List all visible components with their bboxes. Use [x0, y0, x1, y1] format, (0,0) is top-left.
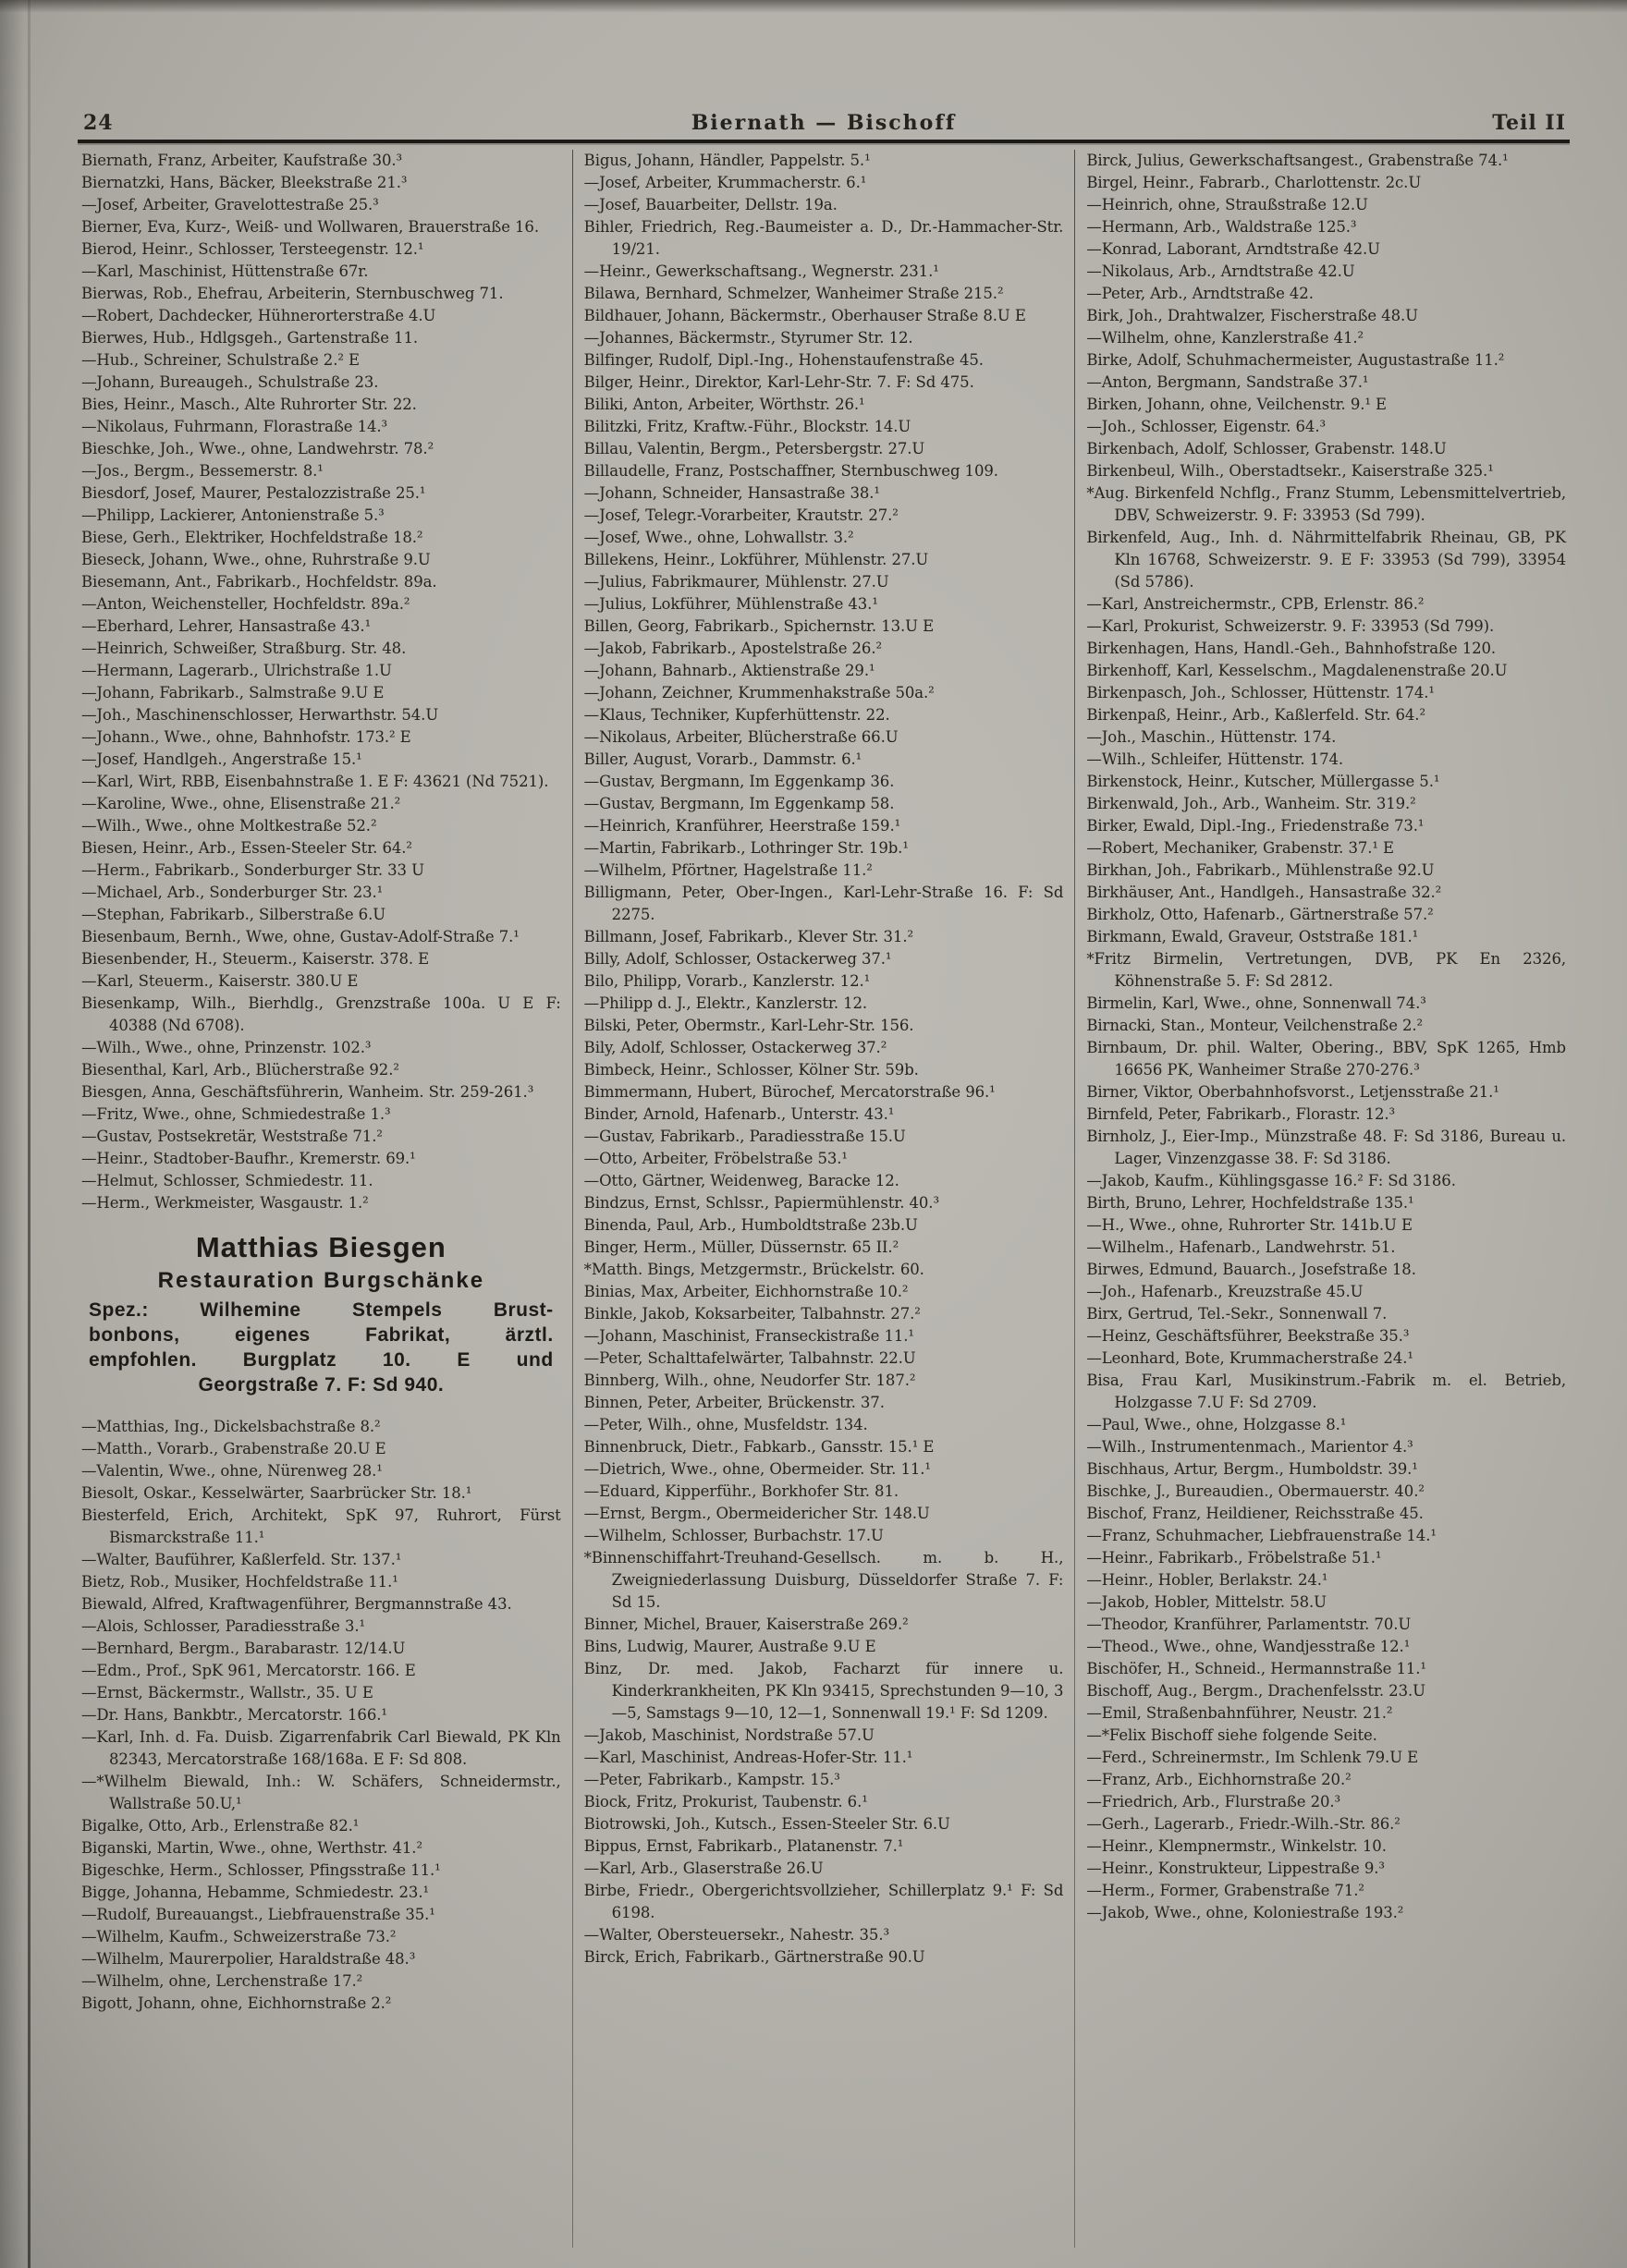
directory-entry: —Bernhard, Bergm., Barabarastr. 12/14.U: [81, 1640, 406, 1657]
directory-entry: —Konrad, Laborant, Arndtstraße 42.U: [1086, 240, 1380, 258]
directory-entry: Bigalke, Otto, Arb., Erlenstraße 82.¹: [81, 1817, 360, 1835]
directory-entry: —Karl, Inh. d. Fa. Duisb. Zigarrenfabrik Carl Biewald, PK Kln 82343, Mercatorstraße 168/168a. E F: Sd 808.: [81, 1728, 561, 1768]
directory-entry: Birker, Ewald, Dipl.-Ing., Friedenstraße 73.¹: [1086, 817, 1425, 835]
column-1: [78, 150, 565, 2248]
page-part-label: Teil II: [1492, 111, 1566, 135]
directory-entry: —Wilhelm, Kaufm., Schweizerstraße 73.²: [81, 1928, 397, 1945]
directory-entry: —Heinrich, ohne, Straußstraße 12.U: [1086, 196, 1368, 213]
directory-entry: —Eberhard, Lehrer, Hansastraße 43.¹: [81, 617, 372, 635]
directory-entry: Bindzus, Ernst, Schlssr., Papiermühlenstr. 40.³: [583, 1194, 939, 1212]
directory-entry: Birkenpaß, Heinr., Arb., Kaßlerfeld. Str. 64.²: [1086, 706, 1425, 724]
directory-entry: —Heinr., Klempnermstr., Winkelstr. 10.: [1086, 1837, 1387, 1855]
directory-entry: —Peter, Arb., Arndtstraße 42.: [1086, 285, 1314, 302]
directory-entry: Biganski, Martin, Wwe., ohne, Werthstr. 41.²: [81, 1839, 422, 1857]
directory-entry: Birkenbeul, Wilh., Oberstadtsekr., Kaiserstraße 325.¹: [1086, 462, 1494, 480]
directory-entry: —Gerh., Lagerarb., Friedr.-Wilh.-Str. 86.²: [1086, 1815, 1401, 1833]
directory-entry: —Michael, Arb., Sonderburger Str. 23.¹: [81, 884, 384, 901]
directory-entry: —Karl, Anstreichermstr., CPB, Erlenstr. 86.²: [1086, 595, 1425, 613]
directory-entry: —Leonhard, Bote, Krummacherstraße 24.¹: [1086, 1349, 1413, 1367]
directory-entry: —Johann, Bahnarb., Aktienstraße 29.¹: [583, 662, 875, 679]
page-body: [78, 0, 1570, 2268]
directory-entry: Bierner, Eva, Kurz-, Weiß- und Wollwaren, Brauerstraße 16.: [81, 218, 539, 236]
column-2: [581, 150, 1068, 2248]
directory-entry: Birkmann, Ewald, Graveur, Oststraße 181.¹: [1086, 928, 1419, 945]
directory-entry: —Wilhelm., Hafenarb., Landwehrstr. 51.: [1086, 1238, 1396, 1256]
directory-entry: —Walter, Obersteuersekr., Nahestr. 35.³: [583, 1926, 889, 1944]
directory-entry: Biesgen, Anna, Geschäftsführerin, Wanheim. Str. 259-261.³: [81, 1083, 534, 1101]
directory-entry: *Matth. Bings, Metzgermstr., Brückelstr. 60.: [583, 1261, 924, 1278]
directory-entry: Binner, Michel, Brauer, Kaiserstraße 269.²: [583, 1616, 909, 1633]
directory-entry: Bilawa, Bernhard, Schmelzer, Wanheimer Straße 215.²: [583, 285, 1004, 302]
directory-entry: —Eduard, Kipperführ., Borkhofer Str. 81.: [583, 1482, 899, 1500]
directory-entry: —Herm., Werkmeister, Wasgaustr. 1.²: [81, 1194, 369, 1212]
ad-body-line: Spez.: Wilhemine Stempels Brust-: [89, 1299, 554, 1321]
directory-entry: —H., Wwe., ohne, Ruhrorter Str. 141b.U E: [1086, 1216, 1413, 1234]
directory-entry: —Wilh., Wwe., ohne Moltkestraße 52.²: [81, 817, 377, 835]
directory-entry: —Emil, Straßenbahnführer, Neustr. 21.²: [1086, 1704, 1393, 1722]
directory-entry: —Nikolaus, Arbeiter, Blücherstraße 66.U: [583, 728, 899, 746]
directory-entry: Binnen, Peter, Arbeiter, Brückenstr. 37.: [583, 1394, 885, 1411]
directory-entry: Birgel, Heinr., Fabrarb., Charlottenstr. 2c.U: [1086, 174, 1422, 191]
directory-entry: Birx, Gertrud, Tel.-Sekr., Sonnenwall 7.: [1086, 1305, 1388, 1323]
directory-entry: —Joh., Maschin., Hüttenstr. 174.: [1086, 728, 1337, 746]
directory-entry: —Herm., Former, Grabenstraße 71.²: [1086, 1882, 1364, 1899]
directory-entry: —Wilhelm, Schlosser, Burbachstr. 17.U: [583, 1527, 884, 1544]
directory-entry: Biotrowski, Joh., Kutsch., Essen-Steeler Str. 6.U: [583, 1815, 950, 1833]
directory-entry: Birkenbach, Adolf, Schlosser, Grabenstr. 148.U: [1086, 440, 1447, 457]
directory-entry: —Klaus, Techniker, Kupferhüttenstr. 22.: [583, 706, 890, 724]
directory-entry: —Franz, Schuhmacher, Liebfrauenstraße 14.¹: [1086, 1527, 1437, 1544]
directory-entry: Bisa, Frau Karl, Musikinstrum.-Fabrik m. el. Betrieb, Holzgasse 7.U F: Sd 2709.: [1086, 1372, 1567, 1411]
directory-entry: Bigus, Johann, Händler, Pappelstr. 5.¹: [583, 152, 871, 169]
column-divider: [572, 150, 573, 2248]
directory-entry: —Joh., Maschinenschlosser, Herwarthstr. 54.U: [81, 706, 439, 724]
directory-entry: Birkenhagen, Hans, Handl.-Geh., Bahnhofstraße 120.: [1086, 640, 1497, 657]
directory-entry: —Herm., Fabrikarb., Sonderburger Str. 33 U: [81, 861, 424, 879]
ad-body: [89, 1298, 554, 1397]
directory-entry: —Theod., Wwe., ohne, Wandjesstraße 12.¹: [1086, 1638, 1411, 1655]
directory-entry: Billy, Adolf, Schlosser, Ostackerweg 37.¹: [583, 950, 892, 968]
directory-entry: Bieseck, Johann, Wwe., ohne, Ruhrstraße 9.U: [81, 551, 431, 568]
directory-entry: Biesdorf, Josef, Maurer, Pestalozzistraße 25.¹: [81, 484, 426, 502]
directory-entry: Biesenbaum, Bernh., Wwe, ohne, Gustav-Adolf-Straße 7.¹: [81, 928, 520, 945]
directory-entry: Binias, Max, Arbeiter, Eichhornstraße 10.²: [583, 1283, 909, 1300]
directory-entry: Bilfinger, Rudolf, Dipl.-Ing., Hohenstaufenstraße 45.: [583, 351, 984, 369]
page-gutter-shadow: [28, 0, 31, 2268]
directory-entry: —Anton, Weichensteller, Hochfeldstr. 89a.²: [81, 595, 410, 613]
directory-entry: Biesenbender, H., Steuerm., Kaiserstr. 378. E: [81, 950, 430, 968]
directory-entry: Birke, Adolf, Schuhmachermeister, Augustastraße 11.²: [1086, 351, 1505, 369]
header-rule: [78, 140, 1570, 143]
directory-entry: —Ernst, Bäckermstr., Wallstr., 35. U E: [81, 1684, 373, 1701]
directory-entry: Billigmann, Peter, Ober-Ingen., Karl-Lehr-Straße 16. F: Sd 2275.: [583, 884, 1064, 923]
directory-entry: —Wilh., Wwe., ohne, Prinzenstr. 102.³: [81, 1039, 372, 1056]
directory-entry: Biesenthal, Karl, Arb., Blücherstraße 92.²: [81, 1061, 399, 1079]
directory-entry: Bihler, Friedrich, Reg.-Baumeister a. D., Dr.-Hammacher-Str. 19/21.: [583, 218, 1064, 258]
directory-entry: —Jakob, Wwe., ohne, Koloniestraße 193.²: [1086, 1904, 1404, 1921]
directory-entry: —Karoline, Wwe., ohne, Elisenstraße 21.²: [81, 795, 401, 812]
directory-entry: —Heinr., Fabrikarb., Fröbelstraße 51.¹: [1086, 1549, 1382, 1567]
directory-entry: Bigeschke, Herm., Schlosser, Pfingsstraße 11.¹: [81, 1861, 441, 1879]
directory-entry: —Heinr., Hobler, Berlakstr. 24.¹: [1086, 1571, 1328, 1589]
ad-title: Matthias Biesgen: [195, 1231, 447, 1263]
directory-entry: —Robert, Dachdecker, Hühnerorterstraße 4.U: [81, 307, 436, 324]
directory-entry: Birbe, Friedr., Obergerichtsvollzieher, Schillerplatz 9.¹ F: Sd 6198.: [583, 1882, 1064, 1921]
directory-entry: —Wilhelm, Pförtner, Hagelstraße 11.²: [583, 861, 873, 879]
directory-entry: Birnbaum, Dr. phil. Walter, Obering., BBV, SpK 1265, Hmb 16656 PK, Wanheimer Straße 270-276.³: [1086, 1039, 1567, 1079]
directory-entry: —Joh., Schlosser, Eigenstr. 64.³: [1086, 418, 1326, 435]
directory-entry: —Johann, Fabrikarb., Salmstraße 9.U E: [81, 684, 385, 701]
directory-entry: Bilski, Peter, Obermstr., Karl-Lehr-Str. 156.: [583, 1017, 914, 1034]
directory-entry: —Josef, Handlgeh., Angerstraße 15.¹: [81, 750, 362, 768]
ad-body-line: bonbons, eigenes Fabrikat, ärztl.: [89, 1324, 554, 1346]
directory-entry: Billmann, Josef, Fabrikarb., Klever Str. 31.²: [583, 928, 913, 945]
directory-entry: —Josef, Arbeiter, Krummacherstr. 6.¹: [583, 174, 867, 191]
directory-entry: —Gustav, Bergmann, Im Eggenkamp 58.: [583, 795, 895, 812]
directory-entry: —Martin, Fabrikarb., Lothringer Str. 19b.¹: [583, 839, 909, 857]
directory-entry: Birnholz, J., Eier-Imp., Münzstraße 48. F: Sd 3186, Bureau u. Lager, Vinzenzgasse 38. F: Sd 3186.: [1086, 1128, 1567, 1167]
directory-entry: *Aug. Birkenfeld Nchflg., Franz Stumm, Lebensmittelvertrieb, DBV, Schweizerstr. 9. F: 33953 (Sd 799).: [1086, 484, 1567, 524]
directory-entry: —Jakob, Kaufm., Kühlingsgasse 16.² F: Sd 3186.: [1086, 1172, 1456, 1189]
directory-entry: —Peter, Wilh., ohne, Musfeldstr. 134.: [583, 1416, 868, 1433]
directory-entry: Biesenkamp, Wilh., Bierhdlg., Grenzstraße 100a. U E F: 40388 (Nd 6708).: [81, 994, 561, 1034]
directory-entry: —Gustav, Bergmann, Im Eggenkamp 36.: [583, 773, 895, 790]
ad-body-line: Georgstraße 7. F: Sd 940.: [198, 1374, 445, 1396]
directory-entry: Bilo, Philipp, Vorarb., Kanzlerstr. 12.¹: [583, 972, 871, 990]
directory-entry: Billekens, Heinr., Lokführer, Mühlenstr. 27.U: [583, 551, 929, 568]
directory-entry: —Heinr., Gewerkschaftsang., Wegnerstr. 231.¹: [583, 262, 939, 280]
directory-entry: —Josef, Bauarbeiter, Dellstr. 19a.: [583, 196, 838, 213]
directory-entry: Bischoff, Aug., Bergm., Drachenfelsstr. 23.U: [1086, 1682, 1425, 1700]
directory-entry: —Jakob, Hobler, Mittelstr. 58.U: [1086, 1593, 1327, 1611]
directory-entry: Birk, Joh., Drahtwalzer, Fischerstraße 48.U: [1086, 307, 1418, 324]
directory-entry: —Nikolaus, Arb., Arndtstraße 42.U: [1086, 262, 1355, 280]
directory-entry: Bilitzki, Fritz, Kraftw.-Führ., Blockstr. 14.U: [583, 418, 911, 435]
directory-entry: —*Wilhelm Biewald, Inh.: W. Schäfers, Schneidermstr., Wallstraße 50.U,¹: [81, 1773, 561, 1812]
directory-entry: —Alois, Schlosser, Paradiesstraße 3.¹: [81, 1617, 366, 1635]
directory-entry: Birth, Bruno, Lehrer, Hochfeldstraße 135.¹: [1086, 1194, 1414, 1212]
directory-entry: Binenda, Paul, Arb., Humboldtstraße 23b.U: [583, 1216, 918, 1234]
directory-entry: —*Felix Bischoff siehe folgende Seite.: [1086, 1726, 1377, 1744]
directory-entry: —Peter, Fabrikarb., Kampstr. 15.³: [583, 1771, 840, 1788]
page-number: 24: [83, 111, 114, 135]
directory-columns: [78, 150, 1570, 2248]
directory-entry: —Wilhelm, ohne, Kanzlerstraße 41.²: [1086, 329, 1364, 347]
directory-entry: —Heinr., Konstrukteur, Lippestraße 9.³: [1086, 1860, 1385, 1877]
directory-entry: —Stephan, Fabrikarb., Silberstraße 6.U: [81, 906, 386, 923]
directory-entry: —Nikolaus, Fuhrmann, Florastraße 14.³: [81, 418, 388, 435]
directory-entry: Bischhaus, Artur, Bergm., Humboldstr. 39.¹: [1086, 1460, 1418, 1478]
directory-entry: —Edm., Prof., SpK 961, Mercatorstr. 166. E: [81, 1662, 416, 1679]
directory-entry: Biese, Gerh., Elektriker, Hochfeldstraße 18.²: [81, 529, 423, 546]
page-header: [78, 0, 1570, 135]
directory-entry: Bierod, Heinr., Schlosser, Tersteegenstr. 12.¹: [81, 240, 424, 258]
directory-entry: —Dr. Hans, Bankbtr., Mercatorstr. 166.¹: [81, 1706, 387, 1724]
directory-entry: Birwes, Edmund, Bauarch., Josefstraße 18.: [1086, 1261, 1416, 1278]
directory-entry: Bins, Ludwig, Maurer, Austraße 9.U E: [583, 1638, 876, 1655]
directory-entry: Bierwas, Rob., Ehefrau, Arbeiterin, Sternbuschweg 71.: [81, 285, 504, 302]
directory-entry: —Peter, Schalttafelwärter, Talbahnstr. 22.U: [583, 1349, 916, 1367]
directory-entry: —Ferd., Schreinermstr., Im Schlenk 79.U E: [1086, 1749, 1419, 1766]
directory-entry: —Johann, Schneider, Hansastraße 38.¹: [583, 484, 880, 502]
directory-entry: Binnberg, Wilh., ohne, Neudorfer Str. 187.²: [583, 1372, 916, 1389]
directory-entry: —Heinrich, Kranführer, Heerstraße 159.¹: [583, 817, 901, 835]
directory-entry: —Jakob, Maschinist, Nordstraße 57.U: [583, 1726, 875, 1744]
directory-entry: —Hermann, Lagerarb., Ulrichstraße 1.U: [81, 662, 392, 679]
directory-entry: Birkholz, Otto, Hafenarb., Gärtnerstraße 57.²: [1086, 906, 1434, 923]
directory-entry: —Fritz, Wwe., ohne, Schmiedestraße 1.³: [81, 1105, 391, 1123]
directory-entry: —Karl, Wirt, RBB, Eisenbahnstraße 1. E F: 43621 (Nd 7521).: [81, 773, 549, 790]
directory-entry: —Heinr., Stadtober-Baufhr., Kremerstr. 69.¹: [81, 1150, 416, 1167]
directory-entry: —Josef, Wwe., ohne, Lohwallstr. 3.²: [583, 529, 854, 546]
page-title: Biernath — Bischoff: [691, 111, 957, 135]
ad-body-line: empfohlen. Burgplatz 10. E und: [89, 1349, 554, 1371]
directory-entry: Bildhauer, Johann, Bäckermstr., Oberhauser Straße 8.U E: [583, 307, 1026, 324]
directory-entry: —Johannes, Bäckermstr., Styrumer Str. 12.: [583, 329, 913, 347]
directory-entry: —Josef, Arbeiter, Gravelottestraße 25.³: [81, 196, 379, 213]
directory-entry: Bigge, Johanna, Hebamme, Schmiedestr. 23.¹: [81, 1884, 429, 1901]
directory-entry: —Gustav, Fabrikarb., Paradiesstraße 15.U: [583, 1128, 906, 1145]
directory-entry: —Karl, Maschinist, Andreas-Hofer-Str. 11.¹: [583, 1749, 913, 1766]
directory-entry: Biller, August, Vorarb., Dammstr. 6.¹: [583, 750, 862, 768]
directory-entry: —Franz, Arb., Eichhornstraße 20.²: [1086, 1771, 1352, 1788]
directory-entry: Billaudelle, Franz, Postschaffner, Sternbuschweg 109.: [583, 462, 998, 480]
directory-entry: —Matth., Vorarb., Grabenstraße 20.U E: [81, 1440, 386, 1457]
directory-entry: Binz, Dr. med. Jakob, Facharzt für innere u. Kinderkrankheiten, PK Kln 93415, Sprechstunden 9—10, 3—5, Samstags 9—10, 12—1, Sonnenwall 19.¹ F: Sd 1209.: [583, 1660, 1064, 1722]
directory-entry: —Gustav, Postsekretär, Weststraße 71.²: [81, 1128, 383, 1145]
directory-entry: Birkhäuser, Ant., Handlgeh., Hansastraße 32.²: [1086, 884, 1442, 901]
directory-entry: —Paul, Wwe., ohne, Holzgasse 8.¹: [1086, 1416, 1347, 1433]
directory-entry: Bietz, Rob., Musiker, Hochfeldstraße 11.¹: [81, 1573, 398, 1591]
directory-entry: —Walter, Bauführer, Kaßlerfeld. Str. 137.¹: [81, 1551, 402, 1568]
directory-entry: —Josef, Telegr.-Vorarbeiter, Krautstr. 27.²: [583, 506, 899, 524]
directory-entry: Bischke, J., Bureaudien., Obermauerstr. 40.²: [1086, 1482, 1425, 1500]
directory-entry: Bischof, Franz, Heildiener, Reichsstraße 45.: [1086, 1505, 1424, 1522]
directory-entry: —Karl, Prokurist, Schweizerstr. 9. F: 33953 (Sd 799).: [1086, 617, 1495, 635]
directory-entry: —Valentin, Wwe., ohne, Nürenweg 28.¹: [81, 1462, 383, 1480]
directory-entry: Biernath, Franz, Arbeiter, Kaufstraße 30.³: [81, 152, 403, 169]
directory-entry: —Karl, Maschinist, Hüttenstraße 67r.: [81, 262, 369, 280]
directory-entry: —Anton, Bergmann, Sandstraße 37.¹: [1086, 373, 1369, 391]
directory-entry: Birck, Erich, Fabrikarb., Gärtnerstraße 90.U: [583, 1948, 925, 1966]
directory-entry: Birnacki, Stan., Monteur, Veilchenstraße 2.²: [1086, 1017, 1424, 1034]
directory-entry: Bieschke, Joh., Wwe., ohne, Landwehrstr. 78.²: [81, 440, 434, 457]
directory-entry: —Otto, Gärtner, Weidenweg, Baracke 12.: [583, 1172, 899, 1189]
directory-entry: —Otto, Arbeiter, Fröbelstraße 53.¹: [583, 1150, 848, 1167]
directory-entry: Birken, Johann, ohne, Veilchenstr. 9.¹ E: [1086, 396, 1387, 413]
directory-entry: Biliki, Anton, Arbeiter, Wörthstr. 26.¹: [583, 396, 865, 413]
directory-entry: —Wilh., Schleifer, Hüttenstr. 174.: [1086, 750, 1344, 768]
directory-entry: *Binnenschiffahrt-Treuhand-Gesellsch. m. b. H., Zweigniederlassung Duisburg, Düsseldorfer Straße 7. F: Sd 15.: [583, 1549, 1064, 1611]
directory-entry: Bimmermann, Hubert, Bürochef, Mercatorstraße 96.¹: [583, 1083, 996, 1101]
directory-entry: —Philipp d. J., Elektr., Kanzlerstr. 12.: [583, 994, 868, 1012]
directory-entry: —Ernst, Bergm., Obermeidericher Str. 148.U: [583, 1505, 930, 1522]
column-divider: [1074, 150, 1075, 2248]
directory-entry: Biesterfeld, Erich, Architekt, SpK 97, Ruhrort, Fürst Bismarckstraße 11.¹: [81, 1506, 561, 1546]
directory-entry: —Johann, Zeichner, Krummenhakstraße 50a.²: [583, 684, 935, 701]
directory-entry: Birkenhoff, Karl, Kesselschm., Magdalenenstraße 20.U: [1086, 662, 1508, 679]
directory-entry: Bies, Heinr., Masch., Alte Ruhrorter Str. 22.: [81, 396, 417, 413]
directory-entry: —Hub., Schreiner, Schulstraße 2.² E: [81, 351, 360, 369]
directory-entry: —Hermann, Arb., Waldstraße 125.³: [1086, 218, 1357, 236]
directory-entry: Birck, Julius, Gewerkschaftsangest., Grabenstraße 74.¹: [1086, 152, 1509, 169]
column-1-entries-top: [81, 150, 561, 1214]
directory-entry: —Heinz, Geschäftsführer, Beekstraße 35.³: [1086, 1327, 1410, 1345]
directory-entry: Bily, Adolf, Schlosser, Ostackerweg 37.²: [583, 1039, 887, 1056]
directory-entry: —Theodor, Kranführer, Parlamentstr. 70.U: [1086, 1616, 1412, 1633]
directory-entry: —Julius, Fabrikmaurer, Mühlenstr. 27.U: [583, 573, 889, 591]
directory-entry: Binger, Herm., Müller, Düssernstr. 65 II.²: [583, 1238, 899, 1256]
column-3: [1083, 150, 1570, 2248]
column-3-entries: [1086, 150, 1566, 1924]
directory-entry: —Jakob, Fabrikarb., Apostelstraße 26.²: [583, 640, 882, 657]
directory-entry: —Rudolf, Bureauangst., Liebfrauenstraße 35.¹: [81, 1906, 435, 1923]
directory-entry: —Jos., Bergm., Bessemerstr. 8.¹: [81, 462, 324, 480]
directory-entry: —Heinrich, Schweißer, Straßburg. Str. 48.: [81, 640, 407, 657]
directory-entry: Bimbeck, Heinr., Schlosser, Kölner Str. 59b.: [583, 1061, 919, 1079]
directory-entry: —Karl, Steuerm., Kaiserstr. 380.U E: [81, 972, 359, 990]
directory-entry: Birkenwald, Joh., Arb., Wanheim. Str. 319.²: [1086, 795, 1416, 812]
directory-entry: Biesolt, Oskar., Kesselwärter, Saarbrücker Str. 18.¹: [81, 1484, 472, 1502]
directory-entry: Billau, Valentin, Bergm., Petersbergstr. 27.U: [583, 440, 925, 457]
directory-entry: —Johann., Wwe., ohne, Bahnhofstr. 173.² E: [81, 728, 411, 746]
directory-entry: Birkenfeld, Aug., Inh. d. Nährmittelfabrik Rheinau, GB, PK Kln 16768, Schweizerstr. 9. E F: 33953 (Sd 799), 33954 (Sd 5786).: [1086, 529, 1567, 591]
directory-entry: —Karl, Arb., Glaserstraße 26.U: [583, 1860, 824, 1877]
directory-entry: Biesemann, Ant., Fabrikarb., Hochfeldstr. 89a.: [81, 573, 437, 591]
directory-entry: —Wilhelm, Maurerpolier, Haraldstraße 48.³: [81, 1950, 416, 1968]
directory-entry: Birner, Viktor, Oberbahnhofsvorst., Letjensstraße 21.¹: [1086, 1083, 1499, 1101]
directory-entry: Birmelin, Karl, Wwe., ohne, Sonnenwall 74.³: [1086, 994, 1426, 1012]
directory-entry: Binder, Arnold, Hafenarb., Unterstr. 43.¹: [583, 1105, 895, 1123]
directory-entry: —Wilhelm, ohne, Lerchenstraße 17.²: [81, 1972, 363, 1990]
directory-entry: —Robert, Mechaniker, Grabenstr. 37.¹ E: [1086, 839, 1394, 857]
directory-entry: Biesen, Heinr., Arb., Essen-Steeler Str. 64.²: [81, 839, 412, 857]
directory-entry: Binnenbruck, Dietr., Fabkarb., Gansstr. 15.¹ E: [583, 1438, 935, 1456]
directory-entry: Biewald, Alfred, Kraftwagenführer, Bergmannstraße 43.: [81, 1595, 512, 1613]
directory-entry: Birkenpasch, Joh., Schlosser, Hüttenstr. 174.¹: [1086, 684, 1435, 701]
directory-entry: —Friedrich, Arb., Flurstraße 20.³: [1086, 1793, 1341, 1811]
directory-entry: —Joh., Hafenarb., Kreuzstraße 45.U: [1086, 1283, 1364, 1300]
directory-entry: —Johann, Maschinist, Franseckistraße 11.¹: [583, 1327, 914, 1345]
directory-entry: —Philipp, Lackierer, Antonienstraße 5.³: [81, 506, 385, 524]
directory-entry: Bierwes, Hub., Hdlgsgeh., Gartenstraße 11.: [81, 329, 418, 347]
directory-entry: Biernatzki, Hans, Bäcker, Bleekstraße 21.³: [81, 174, 408, 191]
directory-entry: Bippus, Ernst, Fabrikarb., Platanenstr. 7.¹: [583, 1837, 904, 1855]
directory-entry: Birkhan, Joh., Fabrikarb., Mühlenstraße 92.U: [1086, 861, 1435, 879]
directory-entry: Biock, Fritz, Prokurist, Taubenstr. 6.¹: [583, 1793, 868, 1811]
directory-entry: Binkle, Jakob, Koksarbeiter, Talbahnstr. 27.²: [583, 1305, 921, 1323]
directory-entry: —Dietrich, Wwe., ohne, Obermeider. Str. 11.¹: [583, 1460, 931, 1478]
directory-entry: *Fritz Birmelin, Vertretungen, DVB, PK En 2326, Köhnenstraße 5. F: Sd 2812.: [1086, 950, 1567, 990]
directory-entry: Billen, Georg, Fabrikarb., Spichernstr. 13.U E: [583, 617, 935, 635]
ad-subtitle: Restauration Burgschänke: [157, 1268, 485, 1293]
directory-entry: Bilger, Heinr., Direktor, Karl-Lehr-Str. 7. F: Sd 475.: [583, 373, 974, 391]
directory-entry: Birkenstock, Heinr., Kutscher, Müllergasse 5.¹: [1086, 773, 1440, 790]
directory-entry: —Helmut, Schlosser, Schmiedestr. 11.: [81, 1172, 373, 1189]
directory-entry: Bischöfer, H., Schneid., Hermannstraße 11.¹: [1086, 1660, 1426, 1677]
column-2-entries: [584, 150, 1064, 1969]
directory-entry: —Johann, Bureaugeh., Schulstraße 23.: [81, 373, 379, 391]
directory-entry: —Matthias, Ing., Dickelsbachstraße 8.²: [81, 1418, 381, 1435]
directory-entry: —Julius, Lokführer, Mühlenstraße 43.¹: [583, 595, 878, 613]
column-1-entries-bottom: [81, 1416, 561, 2015]
directory-entry: Bigott, Johann, ohne, Eichhornstraße 2.²: [81, 1994, 392, 2012]
directory-entry: Birnfeld, Peter, Fabrikarb., Florastr. 12.³: [1086, 1105, 1396, 1123]
directory-entry: —Wilh., Instrumentenmach., Marientor 4.³: [1086, 1438, 1413, 1456]
advertisement-biesgen: [83, 1227, 559, 1405]
